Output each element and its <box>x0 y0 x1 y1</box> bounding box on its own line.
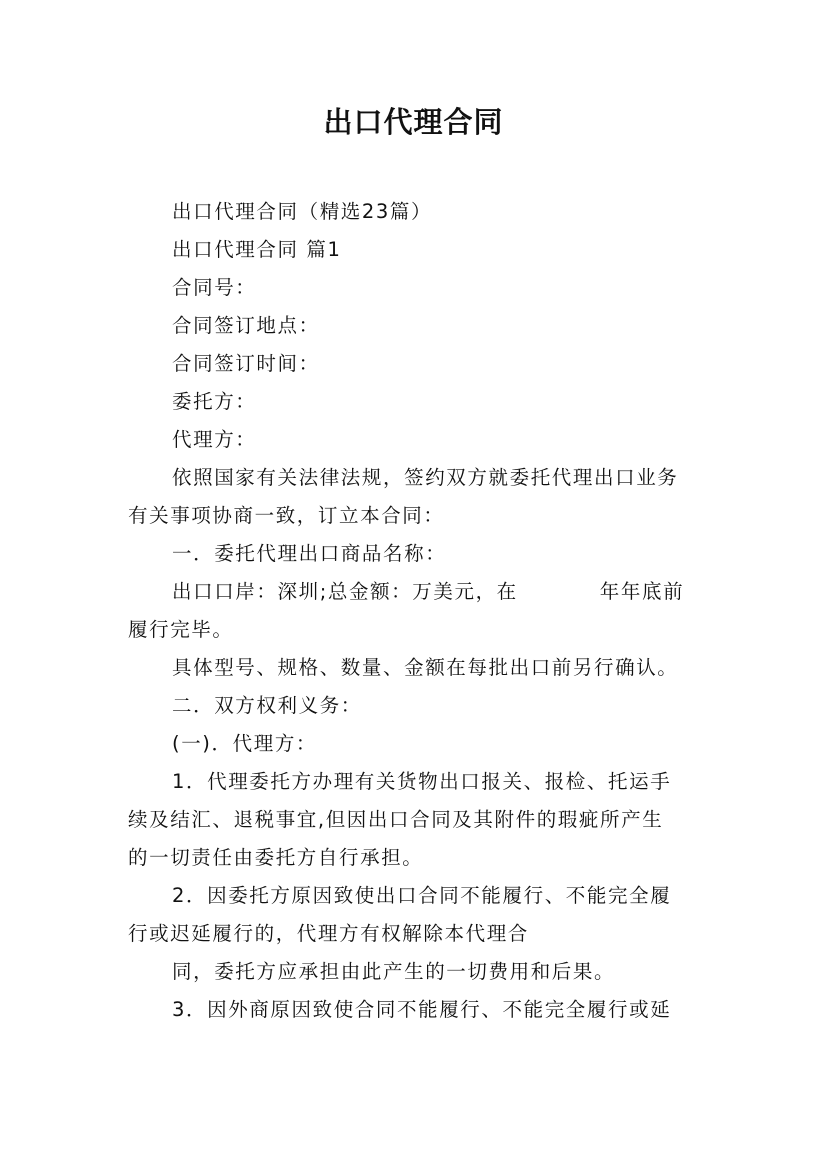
contract-number-field: 合同号： <box>172 276 257 299</box>
agent-field: 代理方： <box>172 428 257 451</box>
port-amount-text: 出口口岸：深圳;总金额：万美元，在 <box>172 580 518 603</box>
paragraph-line: 有关事项协商一致，订立本合同： <box>128 504 445 527</box>
section-heading: 出口代理合同 篇1 <box>172 238 342 261</box>
paragraph-line: 3．因外商原因致使合同不能履行、不能完全履行或延 <box>172 998 672 1021</box>
document-subtitle: 出口代理合同（精选23篇） <box>172 200 433 223</box>
clause-heading: 二．双方权利义务： <box>172 694 362 717</box>
signing-place-field: 合同签订地点： <box>172 314 320 337</box>
paragraph-line: 具体型号、规格、数量、金额在每批出口前另行确认。 <box>172 656 679 679</box>
deadline-text: 年年底前 <box>599 580 685 603</box>
paragraph-line: 行或迟延履行的，代理方有权解除本代理合 <box>128 922 529 945</box>
paragraph-line: 1．代理委托方办理有关货物出口报关、报检、托运手 <box>172 770 672 793</box>
document-title: 出口代理合同 <box>323 105 504 139</box>
paragraph-line: 续及结汇、退税事宜,但因出口合同及其附件的瑕疵所产生 <box>128 808 664 831</box>
paragraph-line: 依照国家有关法律法规，签约双方就委托代理出口业务 <box>172 466 679 489</box>
paragraph-line: 同，委托方应承担由此产生的一切费用和后果。 <box>172 960 616 983</box>
sub-clause-heading: (一)．代理方： <box>172 732 318 755</box>
document-body <box>128 193 708 1029</box>
paragraph-line: 2．因委托方原因致使出口合同不能履行、不能完全履 <box>172 884 672 907</box>
paragraph-line: 的一切责任由委托方自行承担。 <box>128 846 424 869</box>
paragraph-line-with-gap <box>128 573 708 611</box>
signing-time-field: 合同签订时间： <box>172 352 320 375</box>
clause-heading: 一．委托代理出口商品名称： <box>172 542 447 565</box>
paragraph-line: 履行完毕。 <box>128 618 234 641</box>
principal-field: 委托方： <box>172 390 257 413</box>
